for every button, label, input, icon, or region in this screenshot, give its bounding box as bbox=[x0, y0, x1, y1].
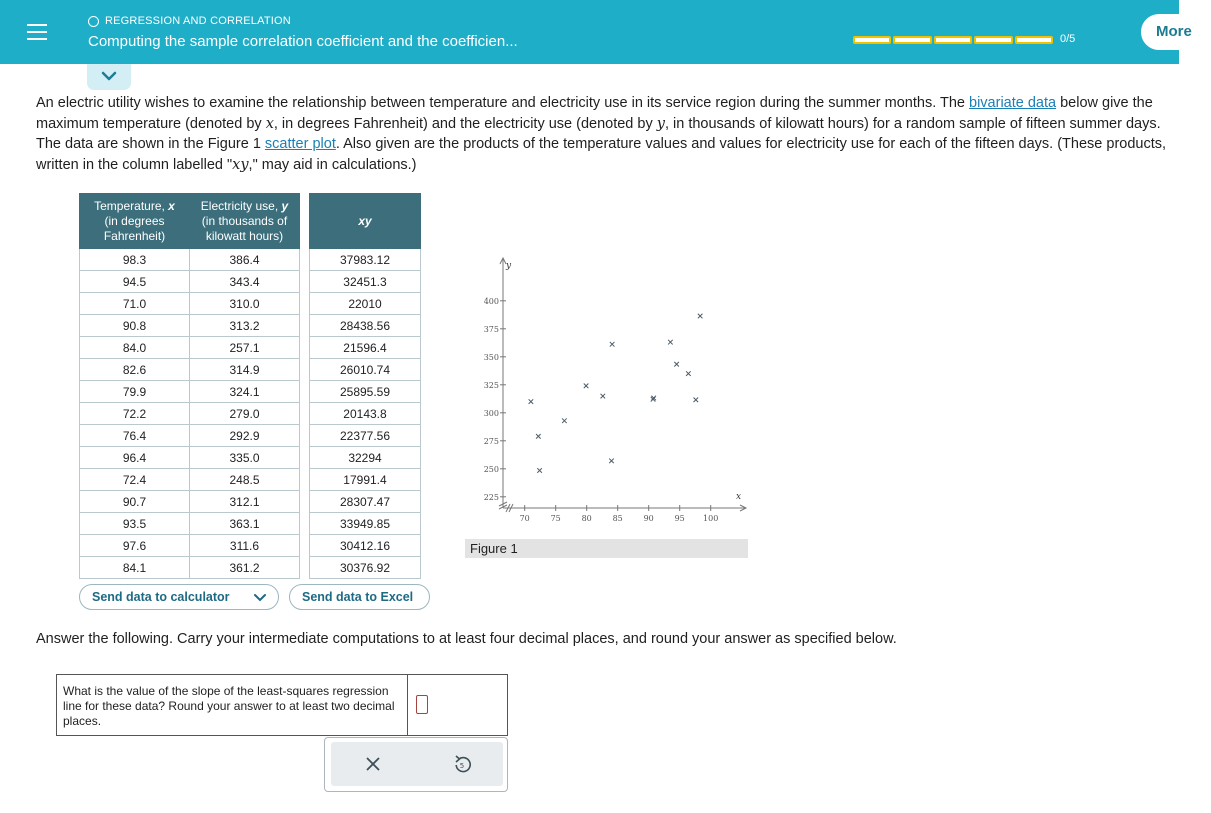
table-row bbox=[80, 447, 300, 469]
header-text: kilowatt hours) bbox=[205, 228, 284, 243]
cell-xy: 33949.85 bbox=[310, 513, 421, 535]
x-tick-label: 100 bbox=[703, 514, 719, 523]
x-tick-label: 90 bbox=[643, 514, 654, 523]
cell-y: 324.1 bbox=[190, 381, 300, 403]
var-xy: xy bbox=[232, 156, 249, 173]
cell-xy: 37983.12 bbox=[310, 249, 421, 271]
problem-text: ," may aid in calculations.) bbox=[248, 156, 417, 173]
table-row bbox=[80, 359, 300, 381]
cell-xy: 25895.59 bbox=[310, 381, 421, 403]
col-header-xy: xy bbox=[310, 194, 421, 249]
problem-text: An electric utility wishes to examine the relationship between temperature and electricity use in its service region during the summer months. The bbox=[36, 95, 970, 111]
table-row bbox=[80, 249, 300, 271]
data-point bbox=[601, 394, 606, 399]
progress-label: 0/5 bbox=[1060, 33, 1076, 45]
action-panel bbox=[324, 737, 508, 792]
clear-icon[interactable] bbox=[362, 753, 384, 775]
x-tick-label: 70 bbox=[519, 514, 530, 523]
var-x: x bbox=[265, 115, 274, 132]
y-tick-label: 375 bbox=[483, 324, 499, 334]
cell-x: 90.7 bbox=[80, 491, 190, 513]
data-point bbox=[537, 468, 542, 473]
progress-segment bbox=[853, 36, 891, 44]
cell-y: 312.1 bbox=[190, 491, 300, 513]
data-point bbox=[529, 399, 534, 404]
problem-text: , in thousands of kilowatt hours) for a random sample of fifteen summer days. The data are shown in the Figure 1 bbox=[36, 115, 1161, 152]
cell-xy: 28438.56 bbox=[310, 315, 421, 337]
cell-x: 93.5 bbox=[80, 513, 190, 535]
cell-xy: 30376.92 bbox=[310, 557, 421, 579]
cell-x: 72.2 bbox=[80, 403, 190, 425]
cell-xy: 20143.8 bbox=[310, 403, 421, 425]
header-text: (in thousands of bbox=[201, 213, 288, 228]
cell-x: 90.8 bbox=[80, 315, 190, 337]
var-y: y bbox=[656, 115, 665, 132]
cell-x: 96.4 bbox=[80, 447, 190, 469]
cell-y: 257.1 bbox=[190, 337, 300, 359]
cell-y: 361.2 bbox=[190, 557, 300, 579]
table-row bbox=[310, 315, 421, 337]
data-point bbox=[668, 340, 673, 345]
cell-x: 72.4 bbox=[80, 469, 190, 491]
send-to-excel-button[interactable]: Send data to Excel bbox=[289, 584, 430, 610]
cell-y: 310.0 bbox=[190, 293, 300, 315]
module-label: REGRESSION AND CORRELATION bbox=[105, 15, 291, 27]
header-var: y bbox=[281, 198, 289, 213]
cell-xy: 28307.47 bbox=[310, 491, 421, 513]
x-tick-label: 75 bbox=[550, 514, 561, 523]
chevron-down-icon bbox=[101, 71, 117, 82]
table-row bbox=[310, 557, 421, 579]
question-text: What is the value of the slope of the least-squares regression line for these data? Round your answer to at least two decimal places. bbox=[63, 684, 395, 728]
scatter-plot-link[interactable]: scatter plot bbox=[264, 136, 336, 152]
table-row bbox=[310, 271, 421, 293]
y-tick-label: 275 bbox=[483, 436, 499, 446]
cell-y: 279.0 bbox=[190, 403, 300, 425]
table-row bbox=[310, 469, 421, 491]
y-tick-label: 400 bbox=[483, 296, 499, 306]
divider bbox=[407, 675, 408, 735]
header-var: x bbox=[168, 198, 175, 213]
cell-y: 248.5 bbox=[190, 469, 300, 491]
answer-input[interactable] bbox=[416, 695, 428, 714]
cell-xy: 32294 bbox=[310, 447, 421, 469]
cell-x: 84.1 bbox=[80, 557, 190, 579]
module-title bbox=[88, 15, 291, 27]
cell-xy: 32451.3 bbox=[310, 271, 421, 293]
table-row bbox=[310, 293, 421, 315]
progress-segment bbox=[893, 36, 931, 44]
table-row bbox=[80, 381, 300, 403]
x-tick-label: 95 bbox=[674, 514, 685, 523]
table-row bbox=[310, 249, 421, 271]
header-text: Temperature, bbox=[94, 198, 169, 213]
chevron-down-icon bbox=[254, 594, 266, 602]
cell-xy: 21596.4 bbox=[310, 337, 421, 359]
more-button[interactable]: More bbox=[1141, 14, 1211, 50]
send-to-calculator-button[interactable] bbox=[79, 584, 279, 610]
instructions: Answer the following. Carry your intermediate computations to at least four decimal places, and round your answer as specified below. bbox=[36, 631, 897, 647]
table-row bbox=[80, 315, 300, 337]
x-tick-label: 85 bbox=[612, 514, 623, 523]
cell-xy: 30412.16 bbox=[310, 535, 421, 557]
figure-caption: Figure 1 bbox=[465, 539, 748, 558]
y-axis-label: y bbox=[506, 261, 512, 271]
y-tick-label: 250 bbox=[483, 464, 499, 474]
table-row bbox=[310, 447, 421, 469]
data-point bbox=[686, 371, 691, 376]
calc-button-label: Send data to calculator bbox=[92, 590, 230, 604]
cell-y: 386.4 bbox=[190, 249, 300, 271]
table-row bbox=[80, 557, 300, 579]
col-header-temperature bbox=[80, 194, 190, 249]
hamburger-menu-icon[interactable] bbox=[24, 20, 50, 44]
cell-x: 76.4 bbox=[80, 425, 190, 447]
table-row bbox=[80, 293, 300, 315]
table-row bbox=[80, 535, 300, 557]
cell-y: 363.1 bbox=[190, 513, 300, 535]
cell-y: 313.2 bbox=[190, 315, 300, 337]
question-box bbox=[56, 674, 508, 736]
table-row bbox=[310, 535, 421, 557]
table-row bbox=[80, 425, 300, 447]
cell-y: 311.6 bbox=[190, 535, 300, 557]
y-tick-label: 225 bbox=[483, 492, 499, 502]
problem-statement bbox=[36, 93, 1176, 175]
svg-text:5: 5 bbox=[459, 762, 465, 770]
data-point bbox=[584, 384, 589, 389]
col-header-electricity bbox=[190, 194, 300, 249]
y-tick-label: 300 bbox=[483, 408, 499, 418]
collapse-toggle[interactable] bbox=[87, 64, 131, 90]
action-bar bbox=[331, 742, 503, 786]
cell-x: 79.9 bbox=[80, 381, 190, 403]
progress-segment bbox=[1015, 36, 1053, 44]
scatter-plot bbox=[460, 250, 760, 530]
cell-x: 82.6 bbox=[80, 359, 190, 381]
data-point bbox=[694, 398, 699, 403]
cell-xy: 17991.4 bbox=[310, 469, 421, 491]
xy-table bbox=[309, 193, 421, 579]
table-row bbox=[80, 469, 300, 491]
cell-y: 335.0 bbox=[190, 447, 300, 469]
cell-x: 94.5 bbox=[80, 271, 190, 293]
header-text: (in degrees bbox=[104, 213, 165, 228]
table-row bbox=[80, 337, 300, 359]
problem-text: below give the maximum temperature (denoted by bbox=[36, 95, 1153, 132]
cell-y: 292.9 bbox=[190, 425, 300, 447]
table-row bbox=[310, 359, 421, 381]
table-row bbox=[310, 513, 421, 535]
table-row bbox=[80, 271, 300, 293]
cell-x: 97.6 bbox=[80, 535, 190, 557]
x-tick-label: 80 bbox=[581, 514, 592, 523]
data-table bbox=[79, 193, 300, 579]
progress-segment bbox=[934, 36, 972, 44]
cell-y: 314.9 bbox=[190, 359, 300, 381]
x-axis-label: x bbox=[736, 492, 742, 502]
table-row bbox=[310, 381, 421, 403]
cell-xy: 22377.56 bbox=[310, 425, 421, 447]
progress-segment bbox=[974, 36, 1012, 44]
cell-xy: 26010.74 bbox=[310, 359, 421, 381]
top-bar bbox=[0, 0, 1192, 64]
cell-xy: 22010 bbox=[310, 293, 421, 315]
data-point bbox=[674, 362, 679, 367]
problem-text: . Also given are the products of the temperature values and values for electricity use for each of the fifteen days. (These products, written in the column labelled " bbox=[36, 136, 1167, 173]
bivariate-data-link[interactable]: bivariate data bbox=[969, 95, 1057, 111]
circle-icon bbox=[88, 16, 99, 27]
cell-x: 84.0 bbox=[80, 337, 190, 359]
cell-x: 71.0 bbox=[80, 293, 190, 315]
table-row bbox=[310, 337, 421, 359]
table-row bbox=[80, 513, 300, 535]
table-row bbox=[80, 491, 300, 513]
data-point bbox=[698, 314, 703, 319]
y-tick-label: 325 bbox=[483, 380, 499, 390]
progress-bar bbox=[853, 36, 1053, 44]
data-point bbox=[610, 342, 615, 347]
data-point bbox=[536, 434, 541, 439]
data-point bbox=[609, 459, 614, 464]
y-tick-label: 350 bbox=[483, 352, 499, 362]
data-point bbox=[562, 418, 567, 423]
problem-text: , in degrees Fahrenheit) and the electricity use (denoted by bbox=[273, 115, 657, 132]
cell-x: 98.3 bbox=[80, 249, 190, 271]
table-row bbox=[310, 425, 421, 447]
undo-icon[interactable] bbox=[451, 753, 473, 775]
table-row bbox=[80, 403, 300, 425]
table-row bbox=[310, 403, 421, 425]
cell-y: 343.4 bbox=[190, 271, 300, 293]
header-text: Fahrenheit) bbox=[103, 228, 166, 243]
table-row bbox=[310, 491, 421, 513]
topic-title: Computing the sample correlation coefficient and the coefficien... bbox=[88, 33, 518, 50]
header-text: Electricity use, bbox=[200, 198, 282, 213]
